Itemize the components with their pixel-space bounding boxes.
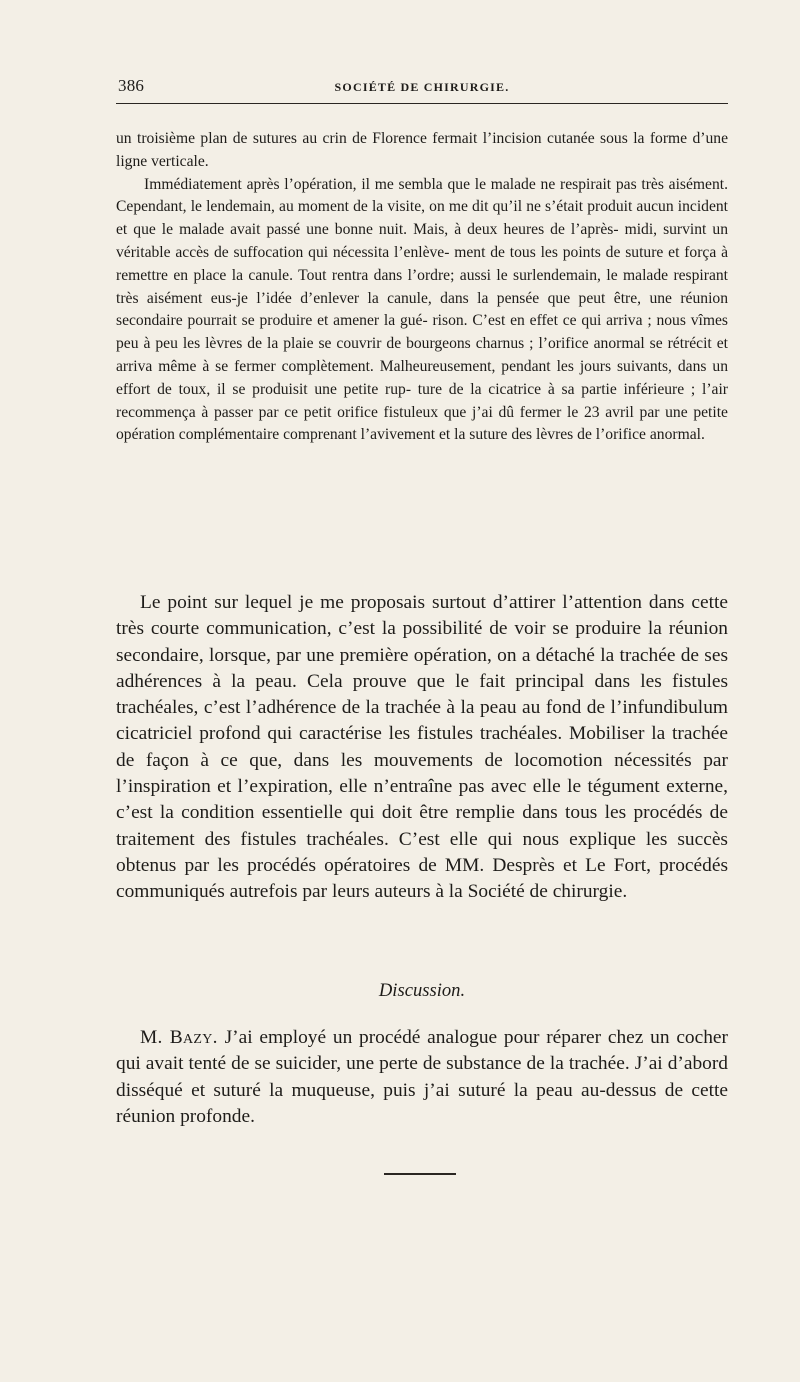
paragraph-continuation [116,128,728,174]
header-rule [116,103,728,104]
text-line: Immédiatement après l’opération, il me sembla que le malade ne [144,175,556,193]
text-line: l’adhérence de la trachée à la peau au fond de l’infundibulum [245,697,728,719]
text-line: rison. C’est en effet ce qui arriva ; nous vîmes peu à peu les lèvres de [116,312,728,353]
page-header [116,74,728,100]
page-number: 386 [118,76,145,95]
text-line: les jours suivants, dans un effort de toux, il se produisit une petite rup- [116,357,728,398]
discussion-block [116,1025,728,1130]
text-line: être, une réunion secondaire pourrait se produire et amener la gué- [116,289,728,330]
text-line: remplie dans tous les procédés de traitement des fistules trachéales. [116,802,728,850]
text-line: dans cette très courte communication, c’est la possibilité de voir [116,592,728,640]
text-line: visite, on me dit qu’il ne s’était produit aucun incident et que le [116,198,729,239]
text-line: Le point sur lequel je me proposais surtout d’attirer l’attention [140,592,642,613]
text-line: Tout rentra dans l’ordre; aussi le surlendemain, le malade respirant [298,266,728,284]
text-line: ment de tous les points de suture et força à remettre en place la canule. [116,243,728,284]
paragraph-discussion [116,1025,728,1130]
discussion-heading: Discussion. [378,980,466,1001]
text-line: très aisément eus-je l’idée d’enlever la canule, dans la pensée que peut [116,289,606,307]
text-line: Cela prouve que le fait principal dans les fistules trachéales, c’est [116,670,728,719]
text-line: autrefois par leurs auteurs à la Société de chirurgie. [229,881,628,903]
speaker-name: M. Bazy. [140,1027,218,1048]
text-line: C’est elle qui nous explique les succès obtenus par les procédés [116,828,728,876]
running-head: SOCIÉTÉ DE CHIRURGIE. [334,80,510,94]
text-line: opératoires de MM. Desprès et Le Fort, procédés communiqués [116,854,728,903]
text-line: se produire la réunion secondaire, lorsque, par une première [116,618,728,666]
text-line: J’ai employé un procédé analogue pour réparer chez un [217,1027,670,1048]
paragraph-main-point [116,590,728,906]
end-rule [384,1173,456,1175]
paragraph-after-operation [116,174,728,448]
text-line: cicatriciel profond qui caractérise les fistules trachéales. Mobiliser [116,723,645,745]
text-line: midi, survint un véritable accès de suffocation qui nécessita l’enlève- [116,221,728,261]
text-line: la trachée de façon à ce que, dans les mouvements de locomotion [116,723,728,771]
text-line: ce petit orifice fistuleux que j’ai dû fermer le 23 avril par une petite [284,403,728,421]
text-line: cocher qui avait tenté de se suicider, une perte de substance de la [116,1027,728,1075]
text-line: nécessités par l’inspiration et l’expiration, elle n’entraîne pas avec [116,749,728,798]
text-line: opération complémentaire comprenant l’avivement et la suture des [116,426,533,444]
text-line: un troisième plan de sutures au crin de Florence fermait l’incision [116,130,542,147]
main-argument-block [116,590,728,906]
text-line: et arriva même à se fermer complètement. Malheureusement, pendant [116,335,728,375]
text-line: opération, on a détaché la trachée de ses adhérences à la peau. [116,644,729,692]
text-line: cutanée sous la forme d’une ligne verticale. [116,130,728,170]
text-line: ture de la cicatrice à sa partie inférieure ; l’air recommença à passer par [116,380,728,421]
text-line: respirait pas très aisément. Cependant, le lendemain, au moment de la [116,175,728,216]
text-line: lèvres de l’orifice anormal. [536,426,705,444]
text-line: malade avait passé une bonne nuit. Mais, à deux heures de l’après- [179,221,619,239]
text-line: suturé la peau au-dessus de cette réunion profonde. [116,1079,728,1127]
text-line: la plaie se couvrir de bourgeons charnus ; l’orifice anormal se rétrécit [266,335,712,353]
small-text-block [116,128,728,447]
text-line: trachée. J’ai d’abord disséqué et suturé la muqueuse, puis j’ai [116,1053,729,1101]
text-line: elle le tégument externe, c’est la condition essentielle qui doit être [116,776,728,824]
